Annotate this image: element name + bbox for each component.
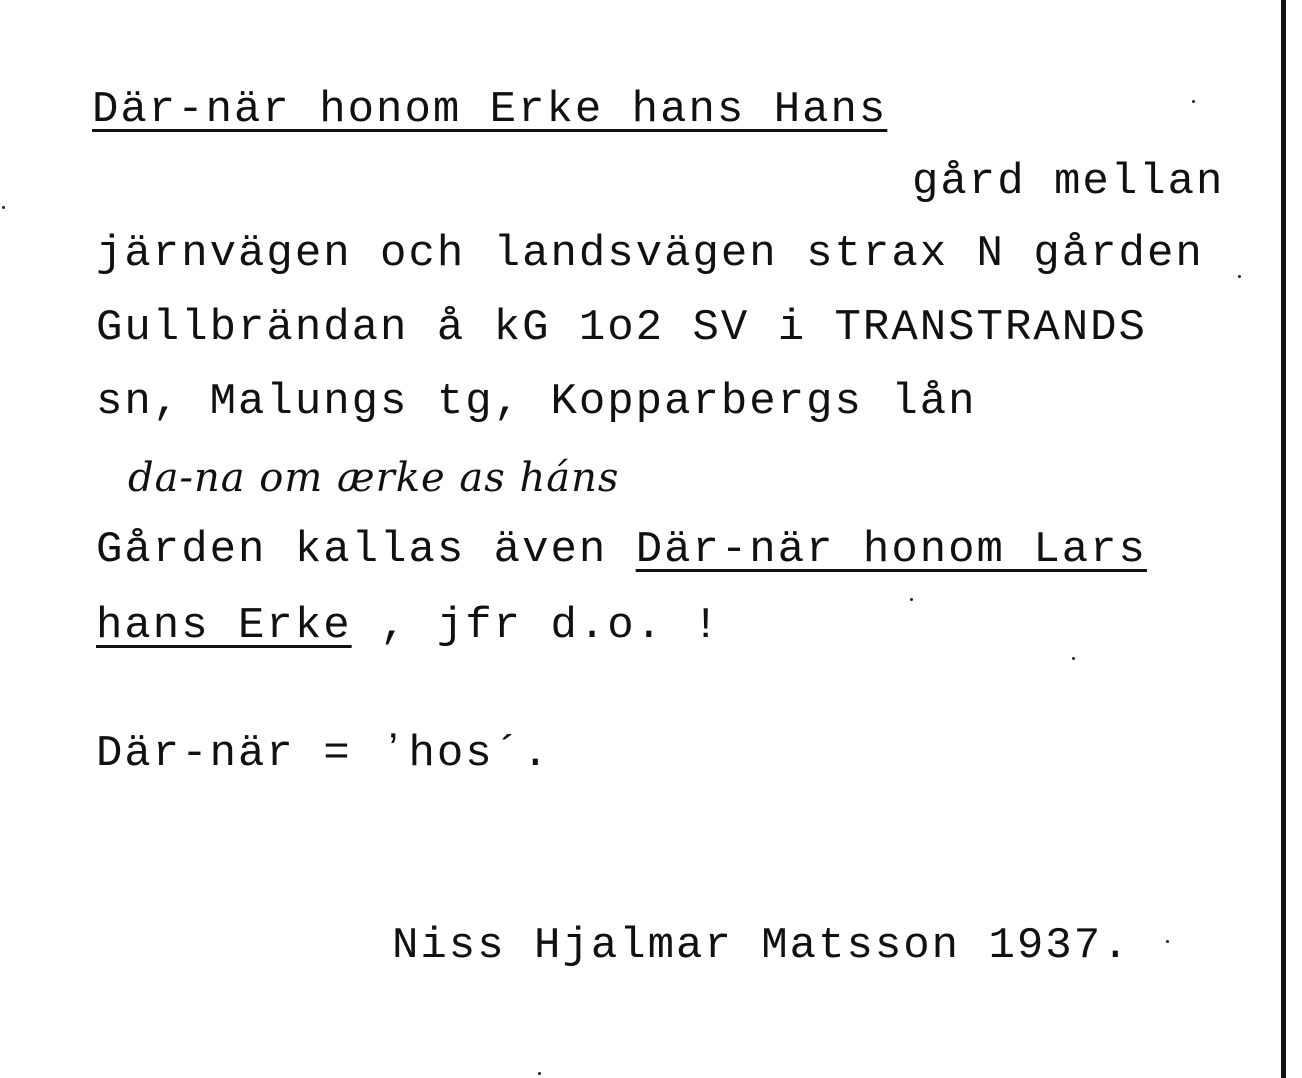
speck [1072,657,1075,660]
handwritten-pronunciation: da-na om ærke as háns [128,455,620,501]
text-line-6 [96,601,721,651]
text-line-5-prefix: Gården kallas även [96,525,636,575]
alt-name-part-1: Där-när honom Lars [635,525,1147,575]
text-line-5 [96,525,1147,575]
text-line-4: sn, Malungs tg, Kopparbergs lån [96,377,977,427]
text-line-3: Gullbrändan å kG 1o2 SV i TRANSTRANDS [96,303,1147,353]
speck [2,206,5,209]
speck [538,1072,541,1075]
definition-line: Där-när = ʼhos´. [96,729,551,779]
speck [910,598,913,601]
text-line-1: gård mellan [912,157,1225,207]
alt-name-part-2: hans Erke [96,601,352,651]
speck [1238,275,1241,278]
card-heading: Där-när honom Erke hans Hans [92,85,888,135]
text-line-2: järnvägen och landsvägen strax N gården [96,229,1204,279]
card-edge [1281,0,1286,1078]
signature-line: Niss Hjalmar Matsson 1937. [392,921,1131,971]
text-line-6-suffix: , jfr d.o. ! [351,601,721,651]
speck [1166,940,1169,943]
speck [1192,100,1195,103]
